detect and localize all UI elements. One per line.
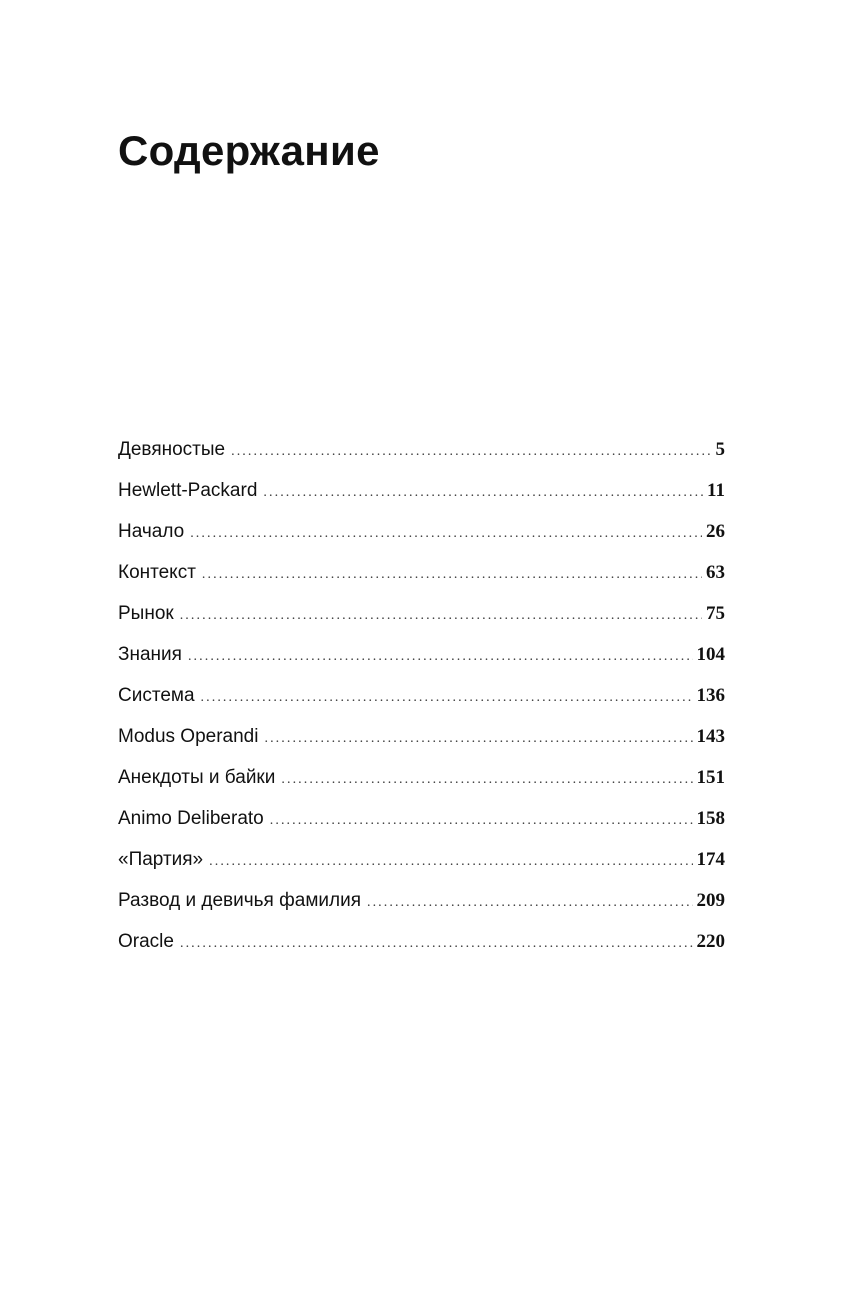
dot-leader [201,683,693,713]
toc-entry-page-number: 136 [696,685,725,706]
toc-entry-nachalo[interactable] [118,517,725,558]
toc-entry-znaniya[interactable] [118,640,725,681]
dot-leader [263,478,703,508]
page-title: Содержание [118,127,380,174]
toc-entry-kontekst[interactable] [118,558,725,599]
toc-entry-label: Девяностые [118,439,226,460]
toc-entry-label: Modus Operandi [118,726,259,747]
toc-entry-label: Анекдоты и байки [118,767,276,788]
toc-entry-label: Контекст [118,562,196,583]
dot-leader [367,888,693,918]
toc-entry-animo-deliberato[interactable] [118,804,725,845]
table-of-contents [118,435,725,968]
toc-entry-page-number: 5 [715,439,725,460]
dot-leader [180,601,702,631]
toc-entry-label: Hewlett-Packard [118,480,258,501]
toc-entry-partiya[interactable] [118,845,725,886]
toc-entry-sistema[interactable] [118,681,725,722]
toc-entry-page-number: 151 [696,767,725,788]
toc-entry-label: Начало [118,521,185,542]
toc-entry-hewlett-packard[interactable] [118,476,725,517]
dot-leader [180,929,693,959]
toc-entry-page-number: 220 [696,931,725,952]
toc-entry-page-number: 26 [706,521,725,542]
dot-leader [231,437,711,467]
toc-entry-label: Рынок [118,603,174,624]
toc-entry-label: Animo Deliberato [118,808,264,829]
toc-entry-label: Система [118,685,195,706]
toc-entry-label: Знания [118,644,182,665]
toc-entry-page-number: 104 [696,644,725,665]
toc-entry-page-number: 75 [706,603,725,624]
toc-entry-label: Oracle [118,931,174,952]
dot-leader [209,847,692,877]
toc-entry-page-number: 209 [696,890,725,911]
toc-entry-label: «Партия» [118,849,204,870]
dot-leader [188,642,693,672]
toc-entry-page-number: 11 [707,480,725,501]
toc-entry-rynok[interactable] [118,599,725,640]
dot-leader [202,560,702,590]
toc-entry-page-number: 158 [696,808,725,829]
toc-entry-razvod[interactable] [118,886,725,927]
toc-entry-page-number: 174 [696,849,725,870]
dot-leader [270,806,693,836]
dot-leader [190,519,702,549]
toc-entry-anekdoty-i-baiki[interactable] [118,763,725,804]
toc-entry-devyanostye[interactable] [118,435,725,476]
dot-leader [264,724,692,754]
toc-entry-oracle[interactable] [118,927,725,968]
toc-entry-page-number: 143 [696,726,725,747]
toc-entry-page-number: 63 [706,562,725,583]
dot-leader [281,765,692,795]
toc-entry-modus-operandi[interactable] [118,722,725,763]
toc-entry-label: Развод и девичья фамилия [118,890,361,911]
